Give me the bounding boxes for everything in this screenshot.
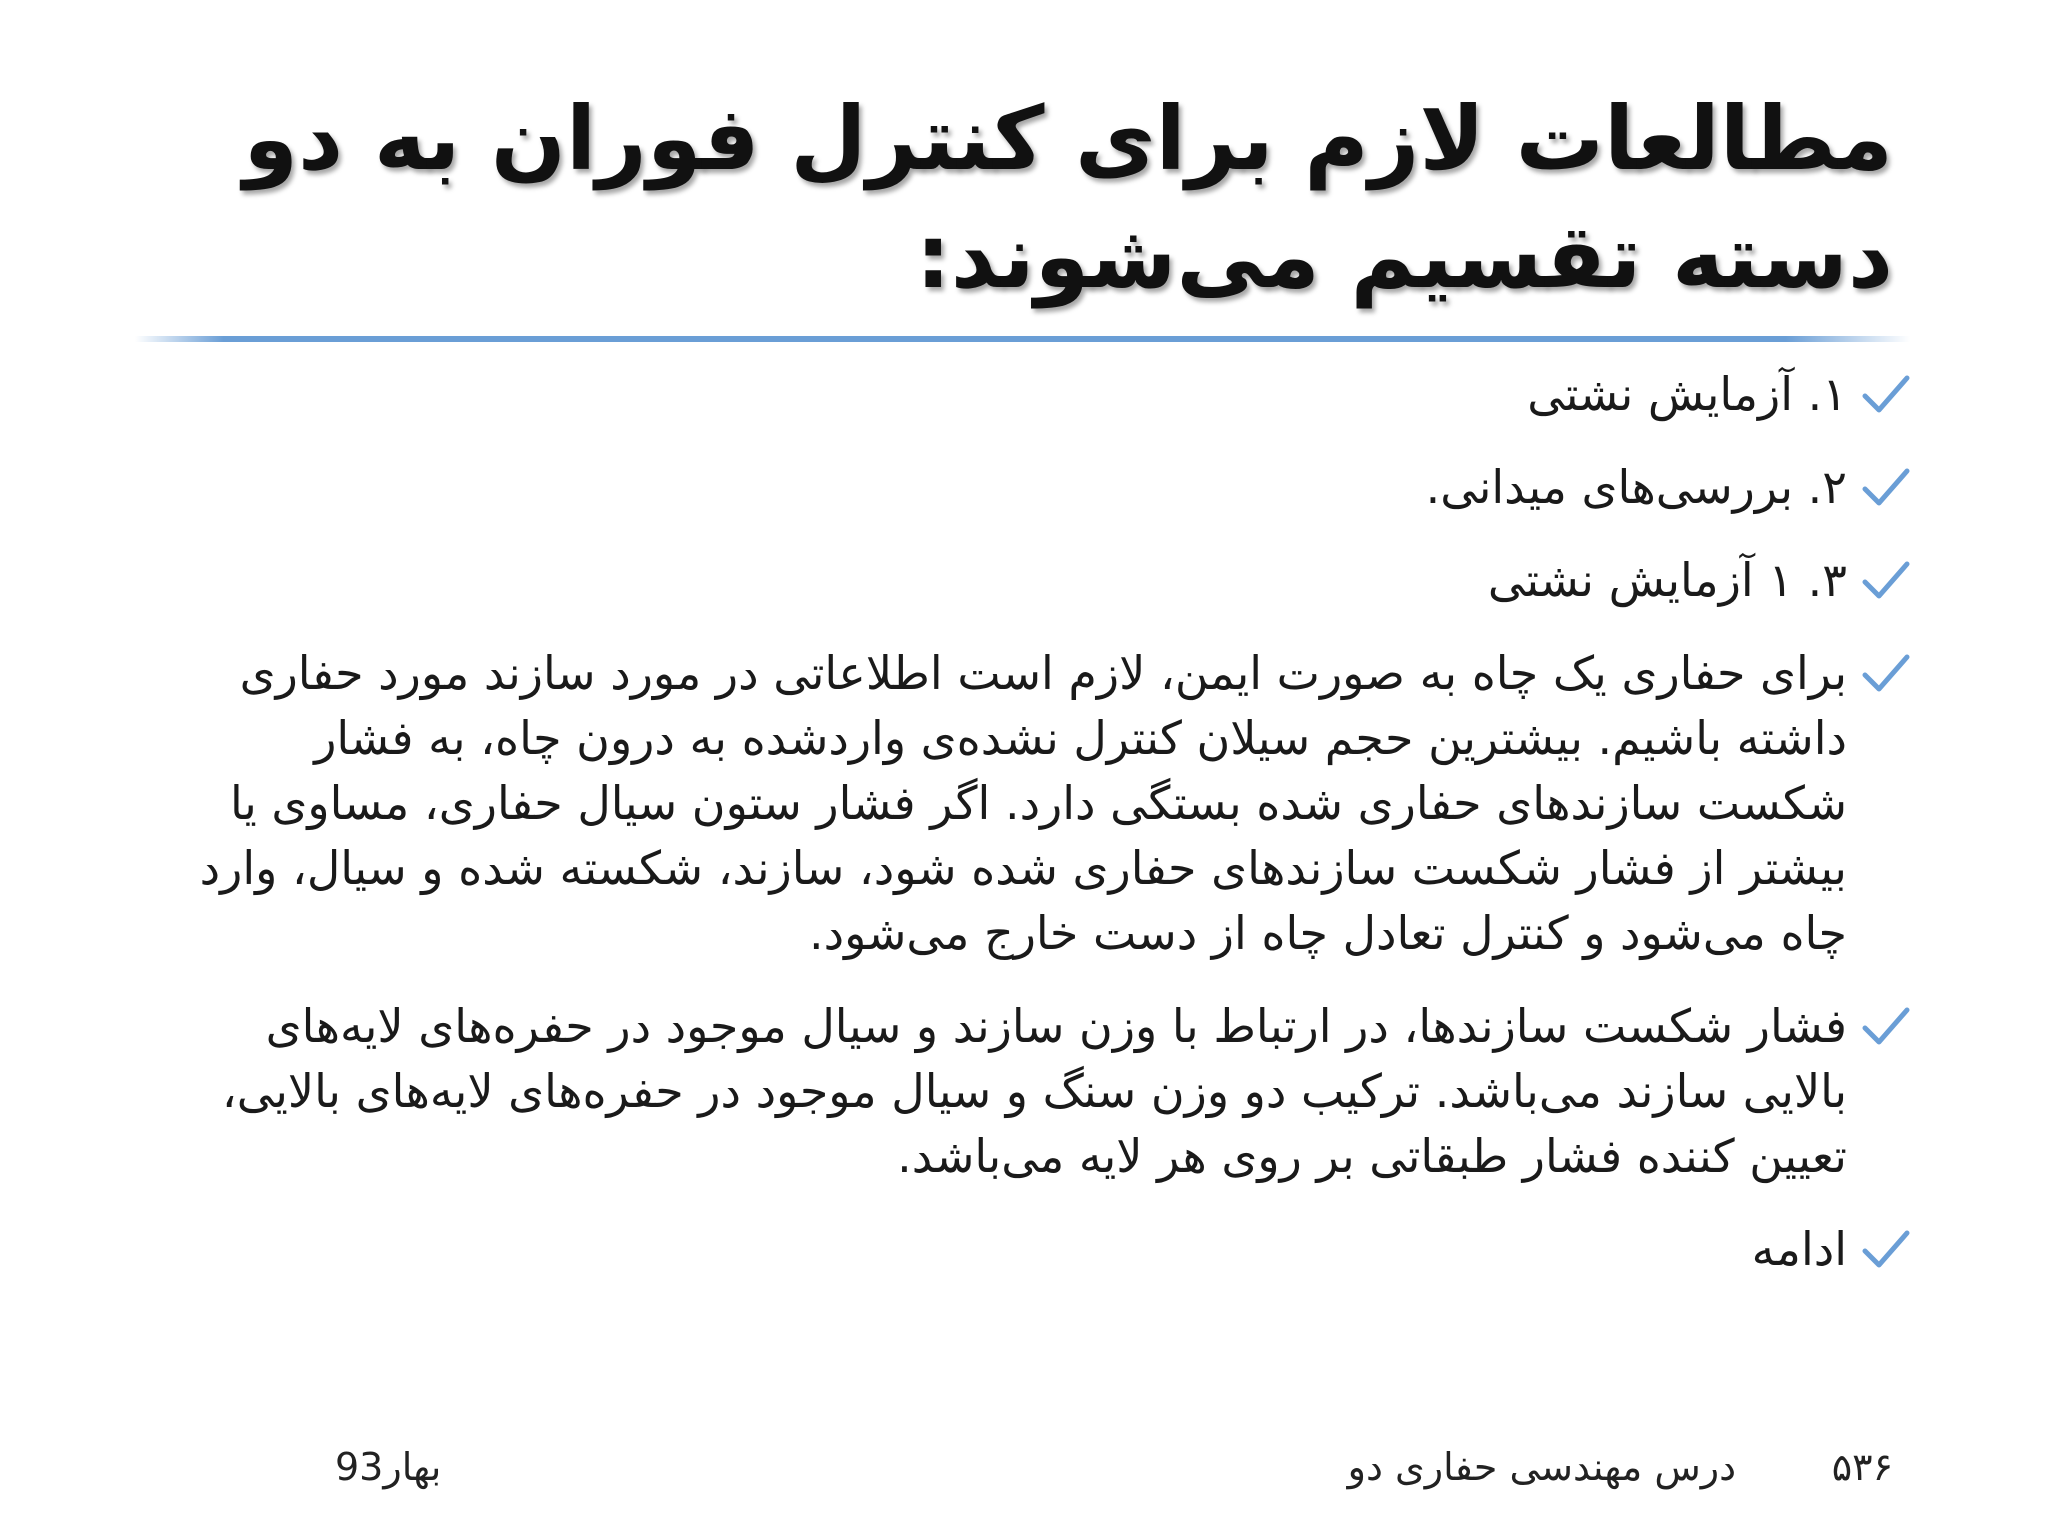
checkmark-icon [1859, 368, 1913, 422]
checkmark-icon [1859, 554, 1913, 608]
bullet-text: ۱. آزمایش نشتی [1527, 367, 1847, 421]
bullet-item [153, 641, 1913, 966]
footer-semester: بهار93 [335, 1445, 442, 1489]
bullet-text: ۲. بررسی‌های میدانی. [1425, 460, 1847, 514]
bullet-item [153, 548, 1913, 613]
bullet-text: برای حفاری یک چاه به صورت ایمن، لازم است اطلاعاتی در مورد سازند مورد حفاری داشته باشیم. بیشترین حجم سیلان کنترل نشده‌ی واردشده به درون چاه، به فشار شکست سازندهای حفاری شده بستگی دارد. اگر فشار ستون سیال حفاری، مساوی یا بیشتر از فشار شکست سازندهای حفاری شده شود، سازند، شکسته شده و سیال، وارد چاه می‌شود و کنترل تعادل چاه از دست خارج می‌شود. [199, 646, 1847, 960]
title-divider [135, 335, 1910, 343]
bullet-text: فشار شکست سازندها، در ارتباط با وزن سازند و سیال موجود در حفره‌های لایه‌های بالایی سازند می‌باشد. ترکیب دو وزن سنگ و سیال موجود در حفره‌های لایه‌های بالایی، تعیین کننده فشار طبقاتی بر روی هر لایه می‌باشد. [221, 999, 1847, 1183]
slide-title: مطالعات لازم برای کنترل فوران به دو دسته تقسیم می‌شوند: [243, 87, 1893, 308]
bullet-list [153, 362, 1913, 1310]
checkmark-icon [1859, 1223, 1913, 1277]
bullet-item [153, 1217, 1913, 1282]
bullet-item [153, 994, 1913, 1189]
bullet-item [153, 362, 1913, 427]
checkmark-icon [1859, 1000, 1913, 1054]
checkmark-icon [1859, 461, 1913, 515]
footer-course-name: درس مهندسی حفاری دو [1347, 1445, 1736, 1489]
bullet-text: ۳. ۱ آزمایش نشتی [1487, 553, 1847, 607]
checkmark-icon [1859, 647, 1913, 701]
slide-number: ۵۳۶ [1831, 1445, 1893, 1489]
bullet-item [153, 455, 1913, 520]
bullet-text: ادامه [1751, 1222, 1847, 1276]
